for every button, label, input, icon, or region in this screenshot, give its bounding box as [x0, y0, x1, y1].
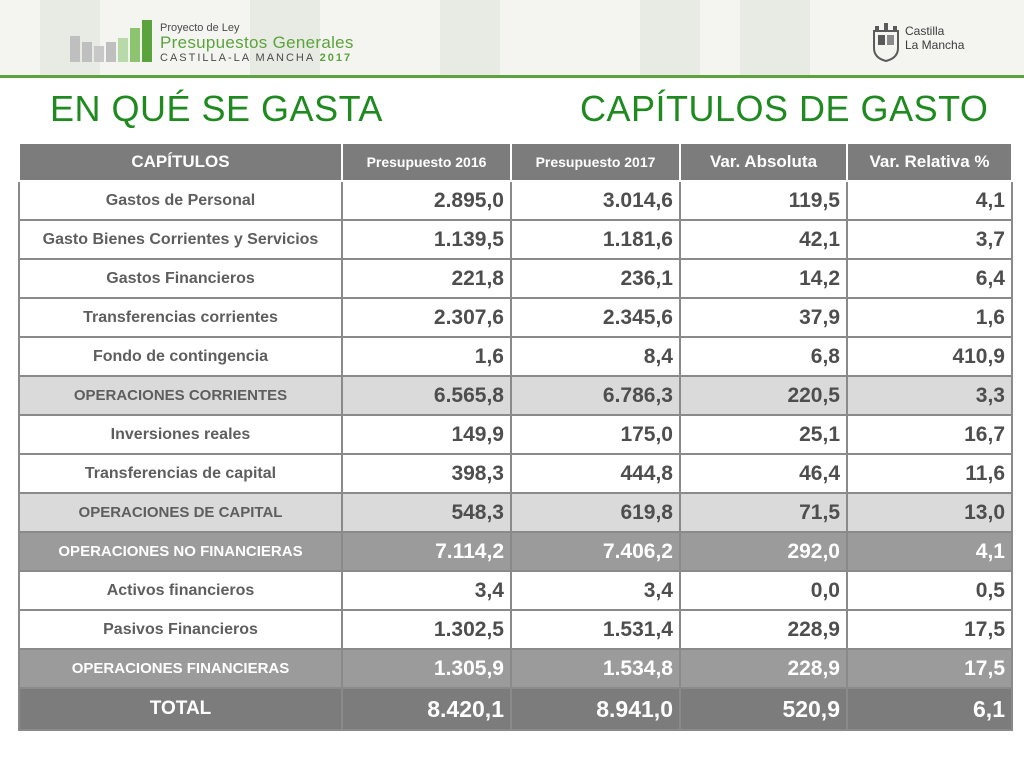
table-row: [19, 220, 1012, 259]
row-label: Inversiones reales: [19, 415, 342, 454]
cell-2016: 221,8: [342, 259, 511, 298]
row-label: Transferencias de capital: [19, 454, 342, 493]
cell-abs: 228,9: [680, 610, 847, 649]
cell-abs: 42,1: [680, 220, 847, 259]
brand-small: Proyecto de Ley: [160, 22, 240, 34]
cell-rel: 17,5: [847, 610, 1012, 649]
cell-abs: 119,5: [680, 181, 847, 220]
cell-rel: 6,1: [847, 688, 1012, 730]
cell-rel: 4,1: [847, 532, 1012, 571]
column-header: Presupuesto 2016: [342, 143, 511, 181]
cell-2017: 236,1: [511, 259, 680, 298]
cell-2016: 8.420,1: [342, 688, 511, 730]
cell-abs: 292,0: [680, 532, 847, 571]
cell-rel: 13,0: [847, 493, 1012, 532]
row-label: OPERACIONES DE CAPITAL: [19, 493, 342, 532]
cell-2017: 1.531,4: [511, 610, 680, 649]
row-label: Pasivos Financieros: [19, 610, 342, 649]
table-row: [19, 181, 1012, 220]
cell-abs: 220,5: [680, 376, 847, 415]
row-label: Gasto Bienes Corrientes y Servicios: [19, 220, 342, 259]
cell-2016: 149,9: [342, 415, 511, 454]
cell-rel: 3,3: [847, 376, 1012, 415]
row-label: Gastos de Personal: [19, 181, 342, 220]
row-label: OPERACIONES NO FINANCIERAS: [19, 532, 342, 571]
cell-rel: 1,6: [847, 298, 1012, 337]
cell-abs: 71,5: [680, 493, 847, 532]
cell-2017: 2.345,6: [511, 298, 680, 337]
cell-rel: 410,9: [847, 337, 1012, 376]
row-label: Transferencias corrientes: [19, 298, 342, 337]
table-header-row: [19, 143, 1012, 181]
cell-2016: 6.565,8: [342, 376, 511, 415]
cell-2017: 1.534,8: [511, 649, 680, 688]
budget-table: [18, 142, 1013, 731]
row-label: OPERACIONES FINANCIERAS: [19, 649, 342, 688]
subtotal-row: [19, 493, 1012, 532]
cell-rel: 17,5: [847, 649, 1012, 688]
region-line1: Castilla: [905, 24, 945, 38]
table-row: [19, 415, 1012, 454]
budget-logo-icon: [66, 20, 156, 64]
table-row: [19, 610, 1012, 649]
table-row: [19, 298, 1012, 337]
cell-2016: 1,6: [342, 337, 511, 376]
subtotal-row: [19, 532, 1012, 571]
region-name: [905, 24, 964, 52]
header-band: [0, 0, 1024, 76]
cell-2017: 3,4: [511, 571, 680, 610]
header-tile: [440, 0, 500, 76]
cell-2017: 3.014,6: [511, 181, 680, 220]
cell-abs: 6,8: [680, 337, 847, 376]
cell-2016: 548,3: [342, 493, 511, 532]
cell-rel: 4,1: [847, 181, 1012, 220]
cell-rel: 0,5: [847, 571, 1012, 610]
cell-2016: 3,4: [342, 571, 511, 610]
column-header: Var. Relativa %: [847, 143, 1012, 181]
page-title-left: EN QUÉ SE GASTA: [50, 88, 383, 129]
cell-abs: 228,9: [680, 649, 847, 688]
header-tile: [740, 0, 810, 76]
cell-2017: 8,4: [511, 337, 680, 376]
brand-region: CASTILLA-LA MANCHA: [160, 52, 315, 64]
cell-2017: 6.786,3: [511, 376, 680, 415]
brand-big: Presupuestos Generales: [160, 33, 354, 52]
cell-2017: 8.941,0: [511, 688, 680, 730]
cell-abs: 0,0: [680, 571, 847, 610]
row-label: Fondo de contingencia: [19, 337, 342, 376]
cell-abs: 520,9: [680, 688, 847, 730]
cell-rel: 11,6: [847, 454, 1012, 493]
cell-2016: 1.305,9: [342, 649, 511, 688]
row-label: TOTAL: [19, 688, 342, 730]
brand-sub: [160, 52, 354, 65]
column-header: Presupuesto 2017: [511, 143, 680, 181]
cell-2016: 2.895,0: [342, 181, 511, 220]
cell-2016: 2.307,6: [342, 298, 511, 337]
cell-2017: 619,8: [511, 493, 680, 532]
cell-abs: 25,1: [680, 415, 847, 454]
cell-2017: 444,8: [511, 454, 680, 493]
cell-abs: 46,4: [680, 454, 847, 493]
budget-brand: [160, 22, 354, 65]
table-row: [19, 571, 1012, 610]
cell-2017: 1.181,6: [511, 220, 680, 259]
brand-year: 2017: [319, 52, 353, 64]
subtotal-row: [19, 649, 1012, 688]
cell-abs: 14,2: [680, 259, 847, 298]
region-line2: La Mancha: [905, 38, 965, 52]
cell-2016: 398,3: [342, 454, 511, 493]
table-row: [19, 337, 1012, 376]
coat-of-arms-icon: [872, 22, 900, 62]
header-tile: [640, 0, 700, 76]
cell-abs: 37,9: [680, 298, 847, 337]
row-label: Activos financieros: [19, 571, 342, 610]
subtotal-row: [19, 376, 1012, 415]
header-divider: [0, 75, 1024, 78]
cell-2016: 1.139,5: [342, 220, 511, 259]
table-row: [19, 454, 1012, 493]
cell-rel: 6,4: [847, 259, 1012, 298]
cell-2016: 1.302,5: [342, 610, 511, 649]
cell-2017: 175,0: [511, 415, 680, 454]
row-label: OPERACIONES CORRIENTES: [19, 376, 342, 415]
page-title-right: CAPÍTULOS DE GASTO: [580, 88, 989, 129]
column-header: Var. Absoluta: [680, 143, 847, 181]
total-row: [19, 688, 1012, 730]
cell-rel: 3,7: [847, 220, 1012, 259]
cell-rel: 16,7: [847, 415, 1012, 454]
table-row: [19, 259, 1012, 298]
column-header: CAPÍTULOS: [19, 143, 342, 181]
cell-2016: 7.114,2: [342, 532, 511, 571]
cell-2017: 7.406,2: [511, 532, 680, 571]
row-label: Gastos Financieros: [19, 259, 342, 298]
